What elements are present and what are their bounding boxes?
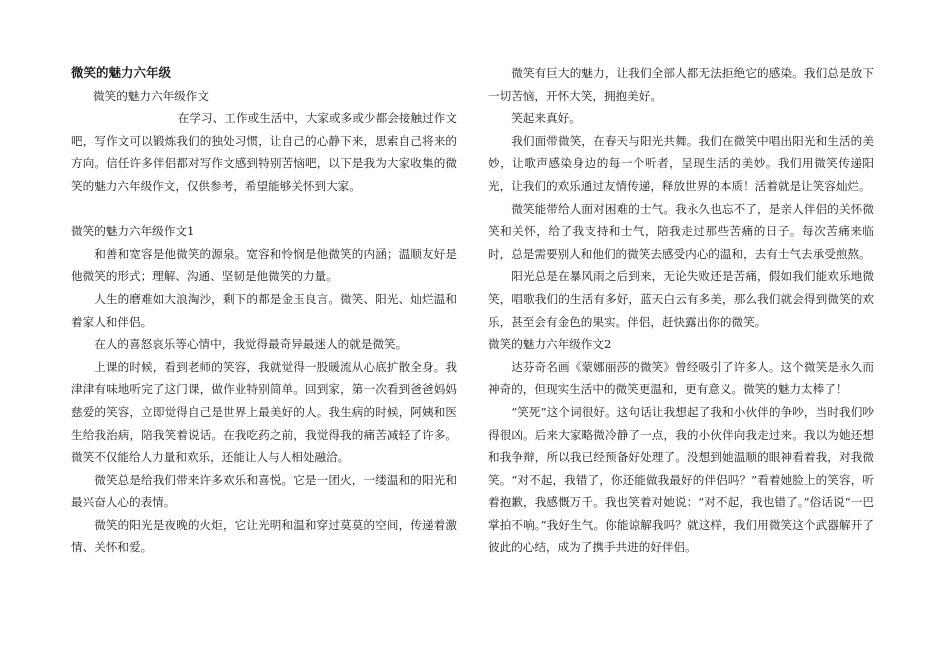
paragraph: 笑起来真好。	[511, 111, 581, 126]
spacer	[71, 198, 457, 221]
section-heading-2: 微笑的魅力六年级作文2	[488, 337, 612, 352]
section-heading-1: 微笑的魅力六年级作文1	[71, 224, 195, 239]
paragraph: 微笑有巨大的魅力，让我们全部人都无法拒绝它的感染。我们总是放下一切苦恼，开怀大笑，拥抱美好。	[488, 66, 874, 103]
left-column	[71, 62, 457, 559]
paragraph: 我们面带微笑，在春天与阳光共舞。我们在微笑中唱出阳光和生活的美妙，让歌声感染身边的每一个听者，呈现生活的美妙。我们用微笑传递阳光，让我们的欢乐通过友情传递，释放世界的本质！活着就是让笑容灿烂。	[488, 133, 874, 193]
paragraph: 微笑的阳光是夜晚的火炬，它让光明和温和穿过莫莫的空间，传递着激情、关怀和爱。	[71, 517, 457, 555]
paragraph: 阳光总是在暴风雨之后到来，无论失败还是苦痛，假如我们能欢乐地微笑，唱歌我们的生活有多好，蓝天白云有多美，那么我们就会得到微笑的欢乐，甚至会有金色的果实。伴侣，赶快露出你的微笑。	[488, 269, 874, 329]
document-subtitle: 微笑的魅力六年级作文	[93, 88, 209, 103]
paragraph: 达芬奇名画《蒙娜丽莎的微笑》曾经吸引了许多人。这个微笑是永久而神奇的，但现实生活中的微笑更温和，更有意义。微笑的魅力太棒了！	[488, 359, 874, 397]
intro-paragraph: 在学习、工作或生活中，大家或多或少都会接触过作文吧，写作文可以锻炼我们的独处习惯，让自己的心静下来，思索自己将来的方向。信任许多伴侣都对写作文感到特别苦恼吧，以下是我为大家收集的微笑的魅力六年级作文，仅供参考，希望能够关怀到大家。	[71, 111, 457, 193]
paragraph: 微笑总是给我们带来许多欢乐和喜悦。它是一团火，一缕温和的阳光和最兴奋人心的表情。	[71, 472, 457, 510]
paragraph: 上课的时候，看到老师的笑容，我就觉得一股暖流从心底扩散全身。我津津有味地听完了这门课，做作业特别简单。回到家，第一次看到爸爸妈妈慈爱的笑容，立即觉得自己是世界上最美好的人。我生病的时候，阿姨和医生给我治病，陪我笑着说话。在我吃药之前，我觉得我的痛苦减轻了许多。微笑不仅能给人力量和欢乐，还能让人与人相处融洽。	[71, 359, 457, 465]
right-column	[488, 62, 874, 559]
paragraph: 和善和宽容是他微笑的源泉。宽容和怜悯是他微笑的内涵；温顺友好是他微笑的形式；理解、沟通、坚韧是他微笑的力量。	[71, 246, 457, 284]
paragraph: “笑死”这个词很好。这句话让我想起了我和小伙伴的争吵，当时我们吵得很凶。后来大家略微冷静了一点，我的小伙伴向我走过来。我以为她还想和我争辩，所以我已经预备好处理了。没想到她温顺的眼神看着我，对我微笑。“对不起，我错了，你还能做我最好的伴侣吗？”看着她脸上的笑容，听着抱歉，我感慨万千。我也笑着对她说：“对不起，我也错了。”俗话说“一巴掌拍不响。”我好生气。你能谅解我吗？就这样，我们用微笑这个武器解开了彼此的心结，成为了携手共进的好伴侣。	[488, 404, 874, 555]
document-title: 微笑的魅力六年级	[71, 65, 172, 80]
paragraph: 人生的磨难如大浪淘沙，剩下的都是金玉良言。微笑、阳光、灿烂温和着家人和伴侣。	[71, 291, 457, 329]
paragraph: 微笑能带给人面对困难的士气。我永久也忘不了，是亲人伴侣的关怀微笑和关怀，给了我支持和士气，陪我走过那些苦痛的日子。每次苦痛来临时，总是需要别人和他们的微笑去感受内心的温和，去有士气去承受煎熬。	[488, 201, 874, 261]
paragraph: 在人的喜怒哀乐等心情中，我觉得最奇异最迷人的就是微笑。	[94, 337, 408, 352]
